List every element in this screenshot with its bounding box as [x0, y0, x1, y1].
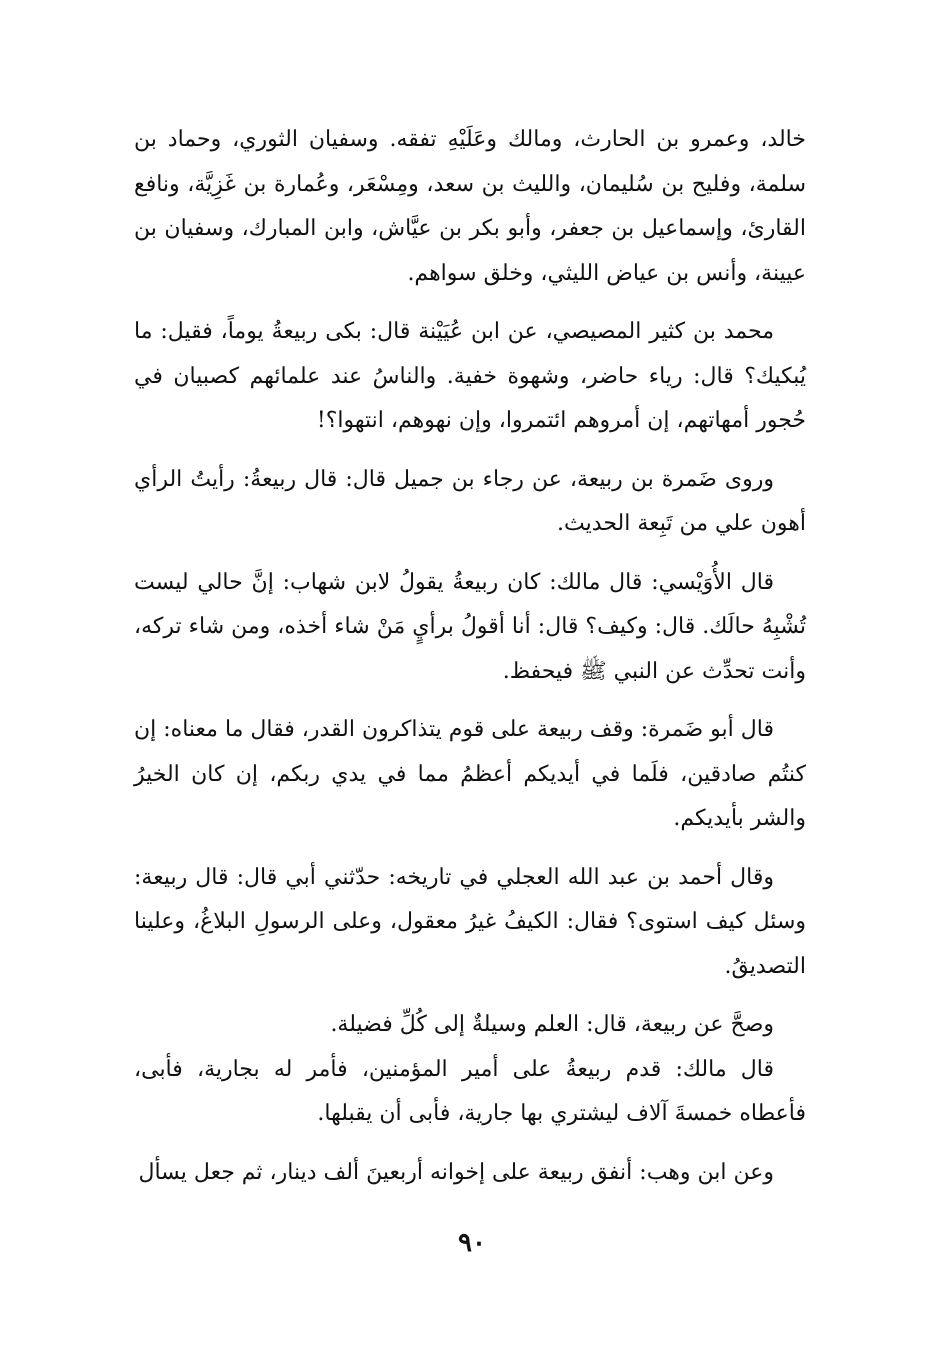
paragraph-4: قال الأُوَيْسي: قال مالك: كان ربيعةُ يقولُ لابن شهاب: إنَّ حالي ليست تُشْبِهُ حالَك. قال: وكيف؟ قال: أنا أقولُ برأيٍ مَنْ شاء أخذه، ومن شاء تركه، وأنت تحدِّث عن النبي ﷺ فيحفظ. [134, 569, 806, 684]
paragraph-9: وعن ابن وهب: أنفق ربيعة على إخوانه أربعينَ ألف دينار، ثم جعل يسأل [138, 1159, 774, 1185]
paragraph-5: قال أبو ضَمرة: وقف ربيعة على قوم يتذاكرون القدر، فقال ما معناه: إن كنتُم صادقين، فلَما في أيديكم أعظمُ مما في يدي ربكم، إن كان الخيرُ والشر بأيديكم. [134, 717, 806, 831]
page-number: ٩٠ [458, 1228, 486, 1258]
paragraph-6: وقال أحمد بن عبد الله العجلي في تاريخه: حدّثني أبي قال: قال ربيعة: وسئل كيف استوى؟ فقال: الكيفُ غيرُ معقول، وعلى الرسولِ البلاغُ، وعلينا التصديقُ. [134, 864, 806, 979]
paragraph-8: قال مالك: قدم ربيعةُ على أمير المؤمنين، فأمر له بجارية، فأبى، فأعطاه خمسةَ آلاف ليشتري بها جارية، فأبى أن يقبلها. [134, 1056, 806, 1126]
paragraph-1: خالد، وعمرو بن الحارث، ومالك وعَلَيْهِ تفقه. وسفيان الثوري، وحماد بن سلمة، وفليح بن سُليمان، والليث بن سعد، ومِسْعَر، وعُمارة بن غَزِيَّة، ونافع القارئ، وإسماعيل بن جعفر، وأبو بكر بن عيَّاش، وابن المبارك، وسفيان بن عيينة، وأنس بن عياض الليثي، وخلق سواهم. [134, 127, 806, 286]
page-body [134, 118, 806, 1209]
paragraph-3: وروى ضَمرة بن ربيعة، عن رجاء بن جميل قال: قال ربيعةُ: رأيتُ الرأي أهون علي من تَبِعة الحديث. [134, 466, 806, 536]
paragraph-7: وصحَّ عن ربيعة، قال: العلم وسيلةٌ إلى كُلِّ فضيلة. [330, 1012, 774, 1037]
paragraph-2: محمد بن كثير المصيصي، عن ابن عُيَيْنة قال: بكى ربيعةُ يوماً، فقيل: ما يُبكيك؟ قال: رياء حاضر، وشهوة خفية. والناسُ عند علمائهم كصبيان في حُجور أمهاتهم، إن أمروهم ائتمروا، وإن نهوهم، انتهوا؟! [134, 319, 806, 433]
